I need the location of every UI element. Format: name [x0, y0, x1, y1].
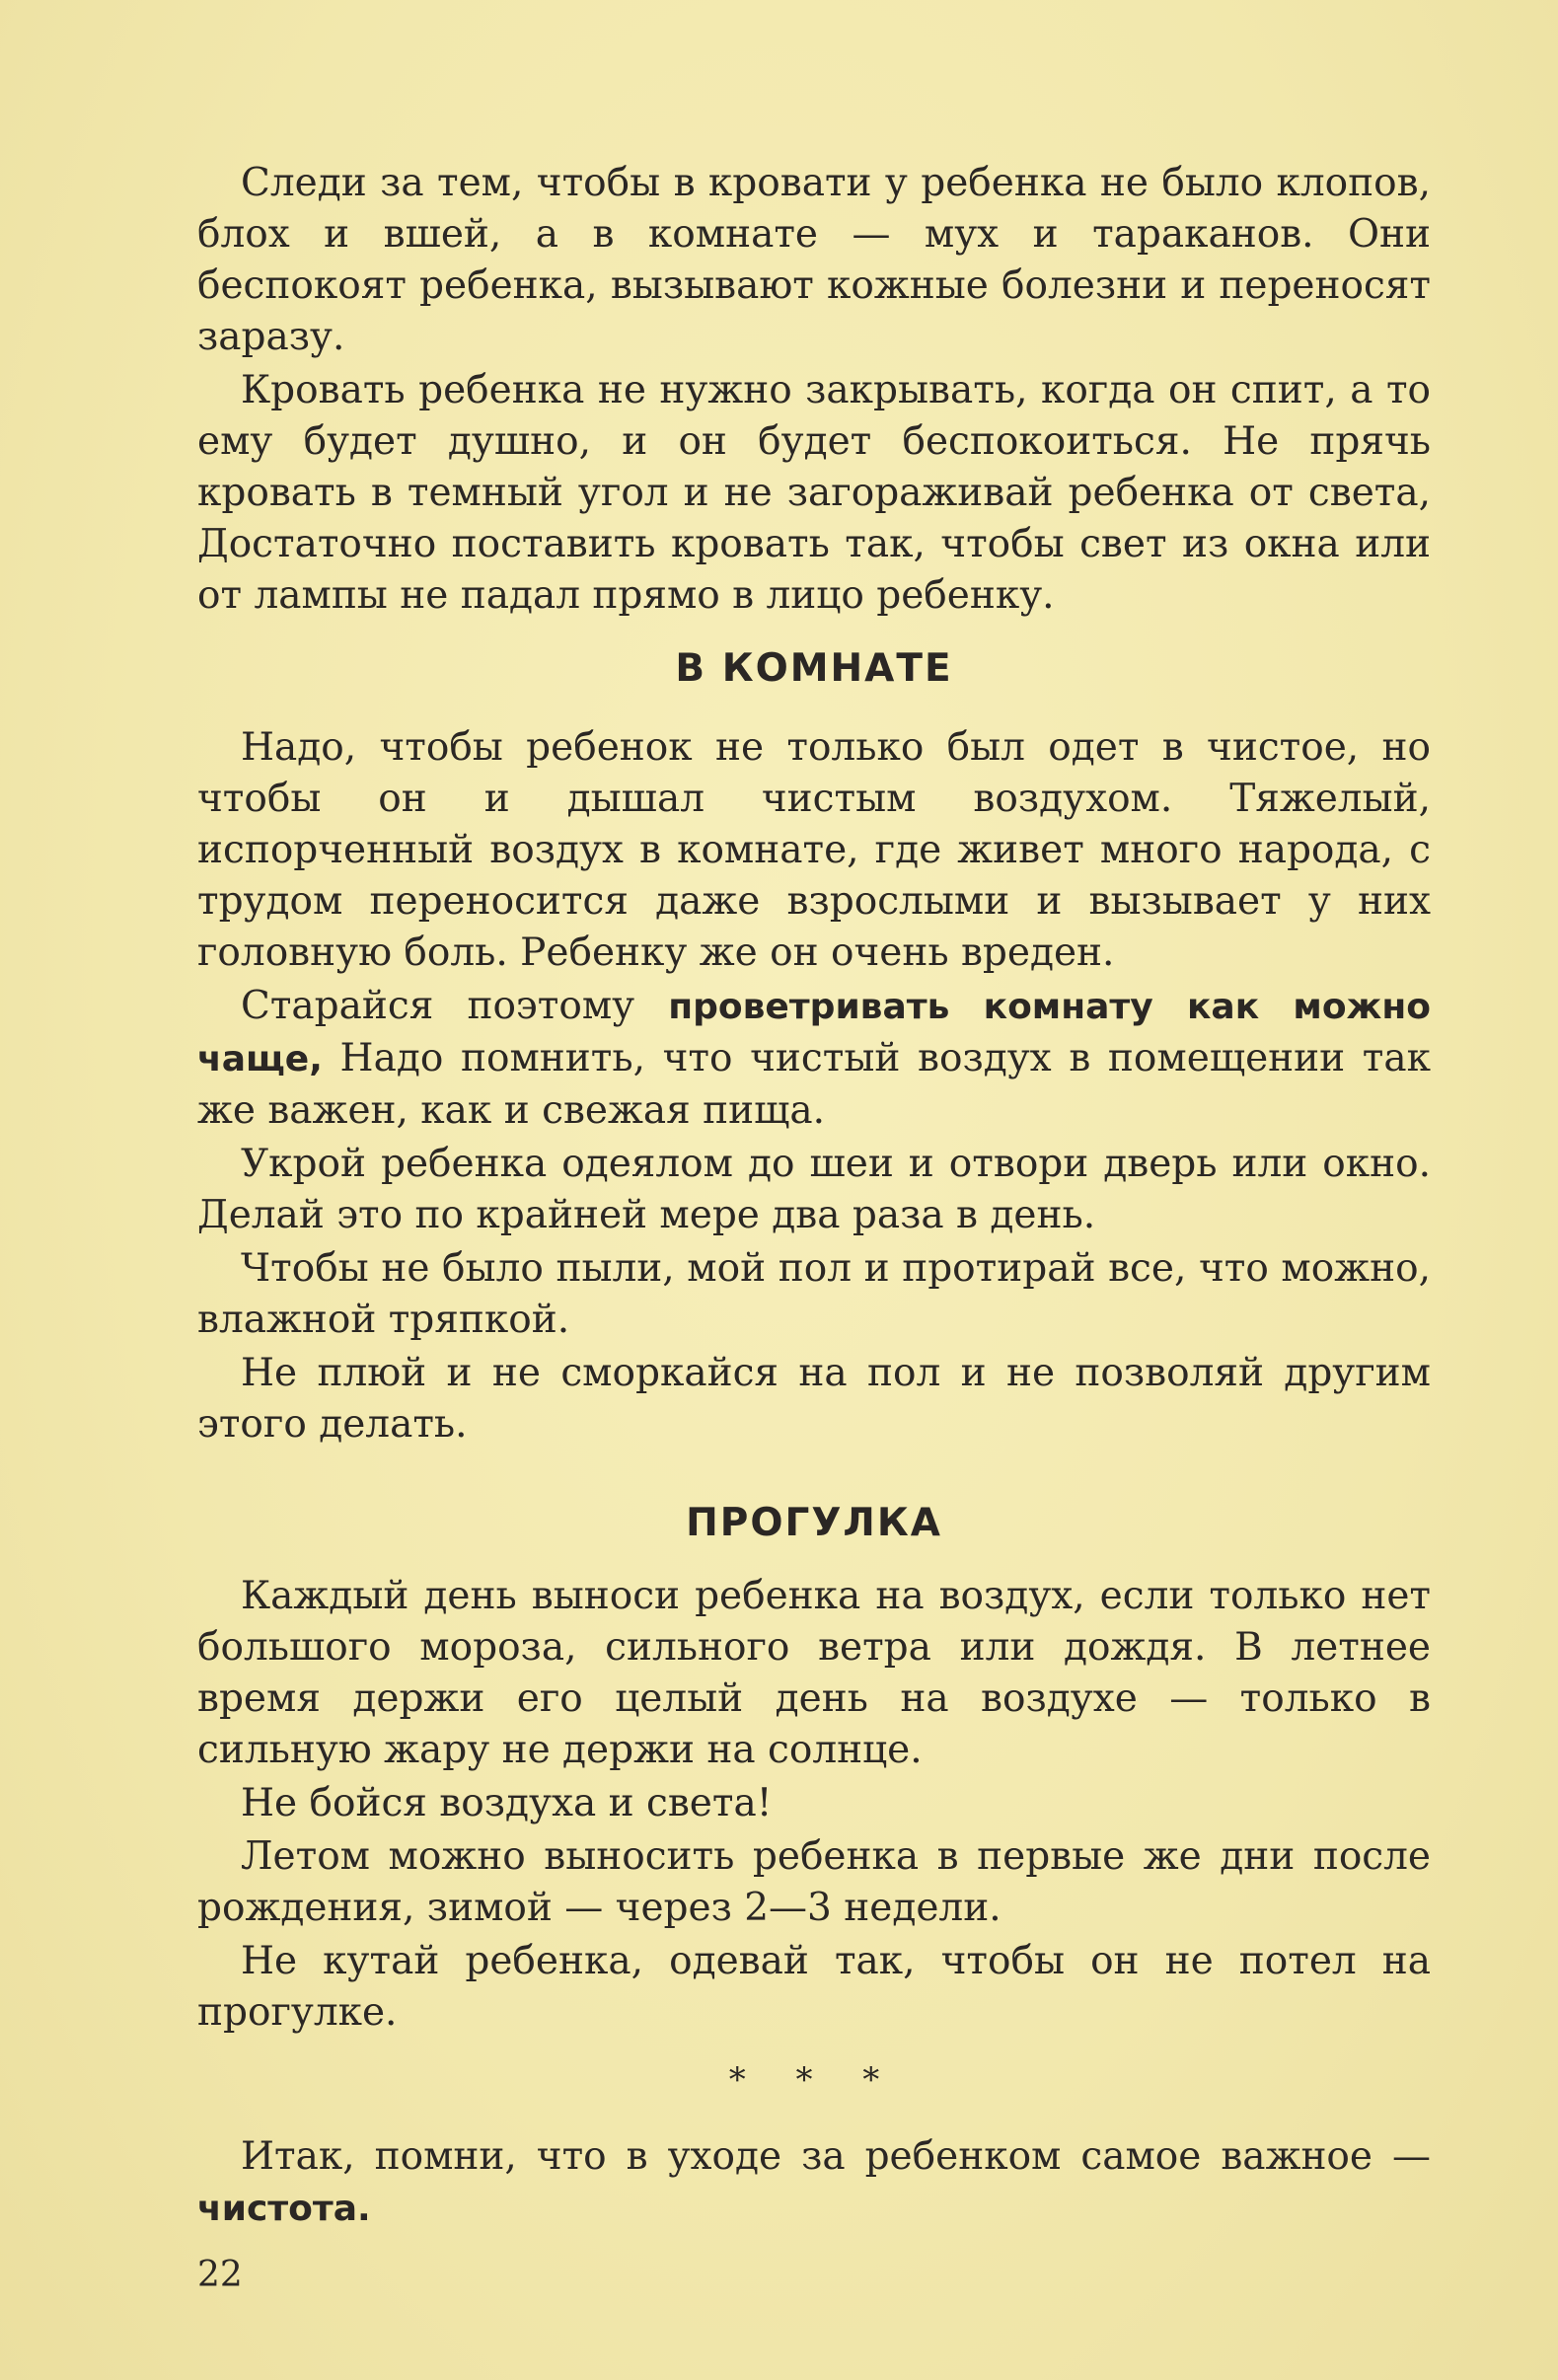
walk-paragraph-1: Каждый день выноси ребенка на воздух, если только нет большого мороза, сильного ветра или дождя. В летнее время держи его целый день на воздухе — только в сильную жару не держи на солнце. [197, 1574, 1431, 1772]
room-paragraph-2-start: Старайся поэтому [241, 984, 669, 1028]
walk-paragraph-3: Летом можно выносить ребенка в первые же дни после рождения, зимой — через 2—3 недели. [197, 1834, 1431, 1930]
room-paragraph-1: Надо, чтобы ребенок не только был одет в чистое, но чтобы он и дышал чистым воздухом. Тяжелый, испорченный воздух в комнате, где живет много народа, с трудом переносится даже взрослыми и вызывает у них головную боль. Ребенку же он очень вреден. [197, 725, 1431, 975]
conclusion-text: Итак, помни, что в уходе за ребенком самое важное — [241, 2134, 1431, 2179]
intro-paragraph-1: Следи за тем, чтобы в кровати у ребенка не было клопов, блох и вшей, а в комнате — мух и тараканов. Они беспокоят ребенка, вызывают кожные болезни и переносят заразу. [197, 161, 1431, 359]
page-number: 22 [197, 2255, 243, 2295]
walk-paragraph-4: Не кутай ребенка, одевай так, чтобы он не потел на прогулке. [197, 1939, 1431, 2035]
section-separator: * * * [728, 2060, 900, 2100]
walk-paragraph-2: Не бойся воздуха и света! [241, 1781, 773, 1825]
room-section [197, 722, 1431, 1450]
room-paragraph-5: Не плюй и не сморкайся на пол и не позволяй другим этого делать. [197, 1351, 1431, 1447]
room-paragraph-3: Укрой ребенка одеялом до шеи и отвори дверь или окно. Делай это по крайней мере два раза в день. [197, 1142, 1431, 1237]
intro-paragraph-2: Кровать ребенка не нужно закрывать, когда он спит, а то ему будет душно, и он будет беспокоиться. Не прячь кровать в темный угол и не загораживай ребенка от света, Достаточно поставить кровать так, чтобы свет из окна или от лампы не падал прямо в лицо ребенку. [197, 368, 1431, 618]
room-heading: В КОМНАТЕ [675, 646, 953, 691]
room-paragraph-2 [197, 981, 1431, 1137]
room-paragraph-2-emphasis: проветривать комнату как можно чаще, [197, 987, 1431, 1079]
room-paragraph-4: Чтобы не было пыли, мой пол и протирай все, что можно, влажной тряпкой. [197, 1246, 1431, 1342]
conclusion-section [197, 2131, 1431, 2235]
room-paragraph-2-end: Надо помнить, что чистый воздух в помещении так же важен, как и свежая пища. [197, 1036, 1431, 1133]
conclusion-emphasis: чистота. [197, 2189, 371, 2229]
intro-section [197, 158, 1431, 622]
conclusion-paragraph [197, 2131, 1431, 2235]
walk-heading: ПРОГУЛКА [686, 1501, 942, 1545]
walk-section [197, 1571, 1431, 2039]
